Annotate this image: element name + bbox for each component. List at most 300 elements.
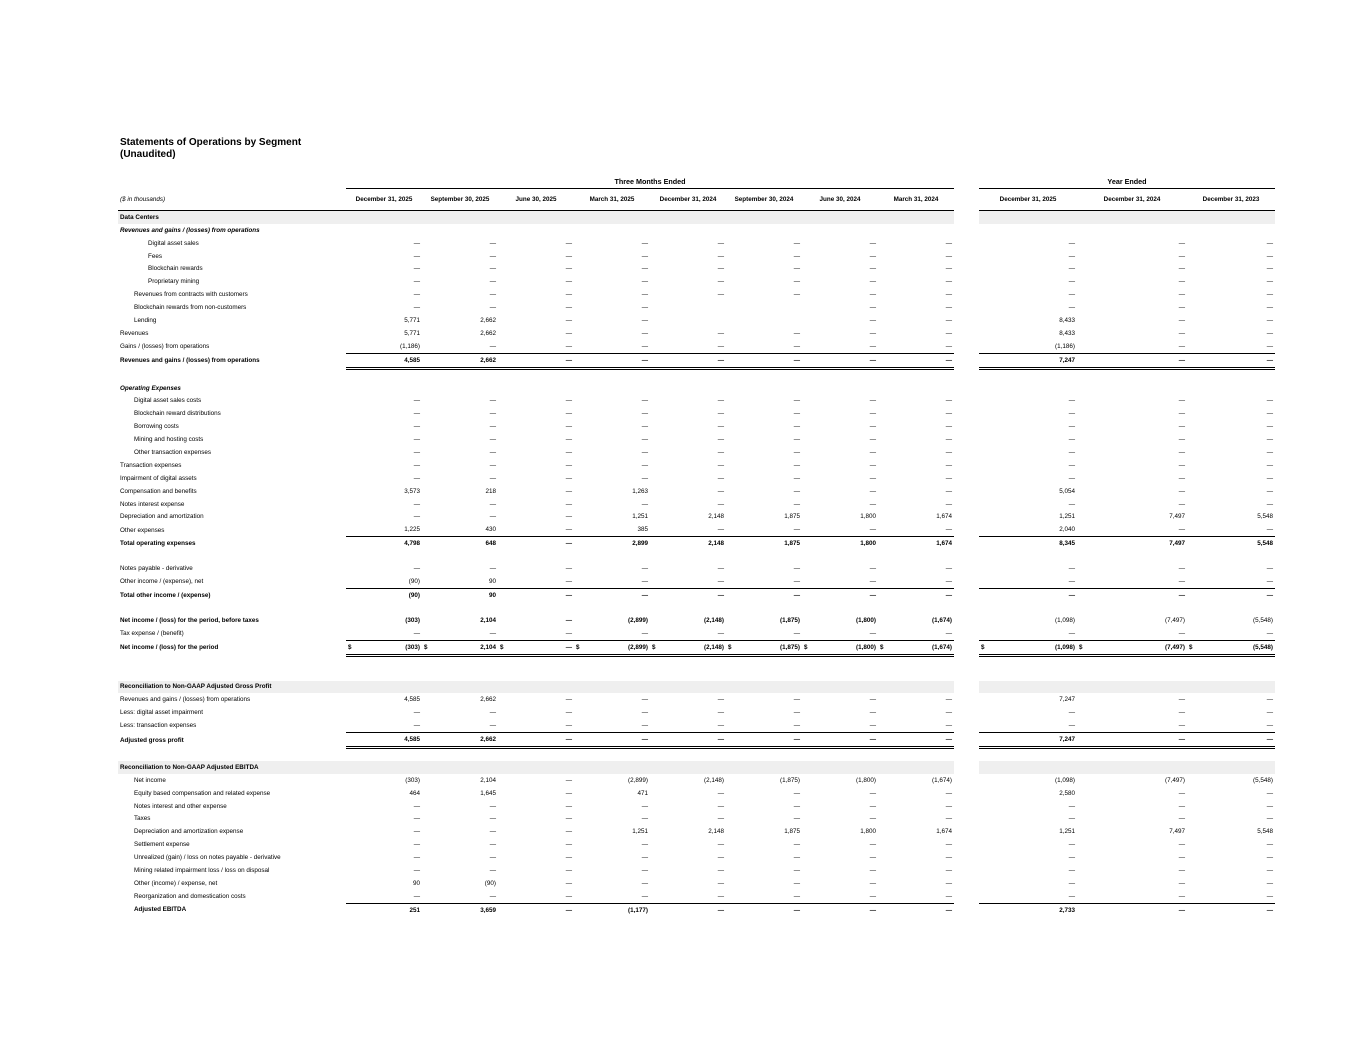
value-cell xyxy=(726,575,802,588)
value-text: — xyxy=(945,709,952,717)
value-cell xyxy=(422,693,498,706)
row-label: Digital asset sales costs xyxy=(134,397,202,405)
value-text: (1,098) xyxy=(1055,616,1075,624)
value-cell xyxy=(346,446,422,459)
value-cell xyxy=(498,588,574,601)
value-text: 2,662 xyxy=(480,316,496,324)
value-text: — xyxy=(565,342,572,350)
value-text: — xyxy=(793,802,800,810)
value-text: — xyxy=(1178,436,1185,444)
value-text: 2,104 xyxy=(480,616,496,624)
value-cell xyxy=(498,523,574,536)
value-text: — xyxy=(793,239,800,247)
row-label: Net income / (loss) for the period xyxy=(120,644,219,652)
value-cell xyxy=(422,813,498,826)
segment-operations-table xyxy=(118,175,1275,917)
value-text: — xyxy=(869,461,876,469)
value-text: — xyxy=(1178,906,1185,914)
year-value-cell xyxy=(1187,774,1275,787)
value-text: — xyxy=(1068,629,1075,637)
value-text: 90 xyxy=(488,591,496,599)
value-text: — xyxy=(869,696,876,704)
value-cell xyxy=(346,733,422,748)
value-cell xyxy=(802,614,878,627)
year-value-cell xyxy=(1187,327,1275,340)
year-value-cell xyxy=(1187,407,1275,420)
value-text: — xyxy=(717,239,724,247)
value-text: — xyxy=(945,841,952,849)
value-cell xyxy=(802,719,878,732)
value-cell xyxy=(878,825,954,838)
value-text: — xyxy=(717,252,724,260)
year-value-cell xyxy=(1187,340,1275,353)
value-text: (7,497) xyxy=(1165,776,1185,784)
year-value-cell xyxy=(979,774,1077,787)
value-text: — xyxy=(1266,629,1273,637)
row-label: Net income xyxy=(134,776,166,784)
row-label: Fees xyxy=(148,252,162,260)
year-value-cell xyxy=(1187,706,1275,719)
value-cell xyxy=(346,275,422,288)
currency-symbol: $ xyxy=(1189,643,1193,651)
value-text: — xyxy=(489,291,496,299)
year-value-cell xyxy=(1077,562,1187,575)
value-cell xyxy=(574,800,650,813)
currency-symbol: $ xyxy=(348,643,352,651)
value-text: — xyxy=(1178,591,1185,599)
value-text: — xyxy=(717,736,724,743)
value-cell xyxy=(346,288,422,301)
value-text: 7,247 xyxy=(1059,736,1075,743)
value-text: — xyxy=(1178,841,1185,849)
value-text: — xyxy=(1068,410,1075,418)
value-text: — xyxy=(945,867,952,875)
line-item-row xyxy=(118,288,1275,301)
value-cell xyxy=(498,433,574,446)
value-cell xyxy=(802,851,878,864)
value-cell xyxy=(878,575,954,588)
value-text: — xyxy=(945,316,952,324)
value-text: — xyxy=(489,474,496,482)
value-text: — xyxy=(1068,879,1075,887)
value-cell xyxy=(574,353,650,368)
year-value-cell xyxy=(1077,275,1187,288)
value-text: — xyxy=(1178,304,1185,312)
value-cell xyxy=(574,537,650,550)
value-text: — xyxy=(717,906,724,914)
value-text: — xyxy=(641,629,648,637)
value-text: — xyxy=(641,265,648,273)
year-value-cell xyxy=(1187,459,1275,472)
value-text: 8,433 xyxy=(1059,316,1075,324)
value-cell xyxy=(650,800,726,813)
value-text: — xyxy=(565,722,572,730)
subsection-header-row xyxy=(118,382,1275,395)
value-text: — xyxy=(565,265,572,273)
value-cell xyxy=(802,706,878,719)
year-value-cell xyxy=(1077,800,1187,813)
value-text: — xyxy=(1266,565,1273,573)
value-text: — xyxy=(1178,252,1185,260)
value-cell xyxy=(498,562,574,575)
value-text: 7,247 xyxy=(1059,356,1075,364)
col-header-q5: December 31, 2024 xyxy=(650,188,726,210)
value-text: — xyxy=(565,397,572,405)
value-text: — xyxy=(1068,436,1075,444)
value-text: 1,251 xyxy=(632,513,648,521)
value-text: — xyxy=(565,565,572,573)
column-group-row xyxy=(118,175,1275,188)
value-text: — xyxy=(793,342,800,350)
value-cell xyxy=(422,353,498,368)
value-text: — xyxy=(1068,892,1075,900)
value-cell xyxy=(726,640,802,655)
year-value-cell xyxy=(979,498,1077,511)
value-text: 1,875 xyxy=(784,513,800,521)
value-cell xyxy=(802,485,878,498)
value-cell xyxy=(346,314,422,327)
value-text: — xyxy=(1178,291,1185,299)
value-text: — xyxy=(869,397,876,405)
value-cell xyxy=(498,420,574,433)
value-cell xyxy=(802,407,878,420)
value-text: — xyxy=(793,291,800,299)
value-text: — xyxy=(869,356,876,364)
value-cell xyxy=(574,446,650,459)
value-cell xyxy=(802,510,878,523)
value-cell xyxy=(574,774,650,787)
value-text: — xyxy=(717,500,724,508)
value-cell xyxy=(802,693,878,706)
value-text: 1,800 xyxy=(860,513,876,521)
value-cell xyxy=(726,903,802,916)
row-label: Equity based compensation and related expense xyxy=(134,789,271,797)
value-cell xyxy=(346,774,422,787)
value-cell xyxy=(726,523,802,536)
value-cell xyxy=(878,774,954,787)
value-text: — xyxy=(565,316,572,324)
value-text: — xyxy=(793,526,800,534)
value-text: — xyxy=(565,448,572,456)
currency-symbol: $ xyxy=(1079,643,1083,651)
year-value-cell xyxy=(1187,472,1275,485)
value-cell xyxy=(726,774,802,787)
value-text: — xyxy=(945,291,952,299)
currency-symbol: $ xyxy=(424,643,428,651)
year-value-cell xyxy=(979,825,1077,838)
year-value-cell xyxy=(1077,588,1187,601)
row-label: Tax expense / (benefit) xyxy=(120,629,184,637)
value-text: — xyxy=(945,892,952,900)
value-text: — xyxy=(1178,342,1185,350)
section-header-row xyxy=(118,210,1275,223)
value-text: — xyxy=(489,423,496,431)
year-value-cell xyxy=(1187,237,1275,250)
value-cell xyxy=(346,627,422,640)
value-text: 2,662 xyxy=(480,736,496,743)
value-text: — xyxy=(413,291,420,299)
value-cell xyxy=(574,250,650,263)
row-label: Revenues xyxy=(120,329,149,337)
value-cell xyxy=(422,774,498,787)
value-text: — xyxy=(413,709,420,717)
value-text: 5,771 xyxy=(404,316,420,324)
value-text: — xyxy=(489,278,496,286)
three-months-ended-header: Three Months Ended xyxy=(346,175,954,188)
value-text: — xyxy=(641,722,648,730)
value-text: 5,771 xyxy=(404,329,420,337)
value-text: — xyxy=(1266,487,1273,495)
line-item-row xyxy=(118,523,1275,536)
value-text: — xyxy=(641,709,648,717)
year-value-cell xyxy=(1077,774,1187,787)
value-cell xyxy=(574,510,650,523)
value-text: — xyxy=(1266,802,1273,810)
value-text: — xyxy=(869,906,876,914)
value-text: — xyxy=(945,239,952,247)
value-cell xyxy=(802,353,878,368)
value-text: — xyxy=(869,577,876,585)
value-text: — xyxy=(1178,879,1185,887)
value-cell xyxy=(802,446,878,459)
value-text: — xyxy=(413,239,420,247)
value-cell xyxy=(650,510,726,523)
value-cell xyxy=(422,851,498,864)
row-label: Other expenses xyxy=(120,526,165,534)
total-row xyxy=(118,588,1275,601)
value-cell xyxy=(878,693,954,706)
value-text: — xyxy=(717,265,724,273)
value-text: — xyxy=(1266,736,1273,743)
value-text: — xyxy=(641,329,648,337)
value-text: — xyxy=(641,591,648,599)
value-cell xyxy=(346,459,422,472)
value-text: — xyxy=(641,410,648,418)
value-text: — xyxy=(717,410,724,418)
value-text: — xyxy=(717,342,724,350)
value-text: — xyxy=(717,487,724,495)
value-cell xyxy=(726,787,802,800)
value-text: — xyxy=(413,854,420,862)
row-label: Blockchain reward distributions xyxy=(134,410,221,418)
currency-symbol: $ xyxy=(500,643,504,651)
year-value-cell xyxy=(979,877,1077,890)
value-text: — xyxy=(945,487,952,495)
line-item-row xyxy=(118,237,1275,250)
value-text: — xyxy=(1068,722,1075,730)
value-cell xyxy=(574,825,650,838)
value-cell xyxy=(802,733,878,748)
value-text: — xyxy=(793,252,800,260)
value-text: — xyxy=(1178,397,1185,405)
year-value-cell xyxy=(979,327,1077,340)
value-text: — xyxy=(1266,239,1273,247)
value-text: — xyxy=(717,474,724,482)
value-text: — xyxy=(1068,577,1075,585)
value-text: (2,899) xyxy=(628,643,648,651)
value-cell xyxy=(650,575,726,588)
value-cell xyxy=(498,825,574,838)
value-cell xyxy=(802,903,878,916)
total-row xyxy=(118,537,1275,550)
value-text: — xyxy=(793,397,800,405)
value-cell xyxy=(498,733,574,748)
value-text: 471 xyxy=(637,789,648,797)
year-value-cell xyxy=(1187,262,1275,275)
value-text: — xyxy=(945,474,952,482)
value-text: — xyxy=(1178,892,1185,900)
value-cell xyxy=(650,903,726,916)
value-cell xyxy=(422,800,498,813)
value-cell xyxy=(878,420,954,433)
value-cell xyxy=(802,340,878,353)
value-text: — xyxy=(869,304,876,312)
value-cell xyxy=(878,250,954,263)
value-text: — xyxy=(565,474,572,482)
value-cell xyxy=(498,640,574,655)
value-cell xyxy=(878,877,954,890)
value-text: — xyxy=(793,591,800,599)
value-cell xyxy=(574,459,650,472)
value-cell xyxy=(726,237,802,250)
value-text: — xyxy=(413,278,420,286)
year-value-cell xyxy=(1077,237,1187,250)
value-cell xyxy=(650,394,726,407)
value-text: — xyxy=(1178,565,1185,573)
value-text: — xyxy=(1178,500,1185,508)
value-cell xyxy=(346,472,422,485)
value-text: — xyxy=(945,423,952,431)
value-text: (1,875) xyxy=(780,776,800,784)
value-cell xyxy=(650,301,726,314)
value-text: — xyxy=(793,629,800,637)
value-text: — xyxy=(717,854,724,862)
value-text: — xyxy=(1178,474,1185,482)
year-value-cell xyxy=(1187,288,1275,301)
value-text: — xyxy=(1266,278,1273,286)
spacer-row xyxy=(118,368,1275,382)
value-cell xyxy=(498,498,574,511)
value-text: — xyxy=(489,841,496,849)
value-text: — xyxy=(489,802,496,810)
section-header-row xyxy=(118,761,1275,774)
value-cell xyxy=(498,575,574,588)
year-value-cell xyxy=(979,353,1077,368)
value-text: — xyxy=(1266,709,1273,717)
value-text: 4,585 xyxy=(404,696,420,704)
value-text: — xyxy=(1068,239,1075,247)
col-header-y3: December 31, 2023 xyxy=(1187,188,1275,210)
value-text: — xyxy=(489,265,496,273)
value-text: — xyxy=(565,789,572,797)
value-cell xyxy=(878,787,954,800)
value-cell xyxy=(878,813,954,826)
value-cell xyxy=(726,877,802,890)
segment-statement-sheet xyxy=(118,175,1275,917)
value-text: — xyxy=(1266,329,1273,337)
value-cell xyxy=(650,851,726,864)
year-value-cell xyxy=(979,523,1077,536)
value-text: — xyxy=(1266,789,1273,797)
row-label: Net income / (loss) for the period, before taxes xyxy=(120,616,259,624)
value-cell xyxy=(878,485,954,498)
value-text: — xyxy=(565,616,572,624)
year-value-cell xyxy=(1077,485,1187,498)
col-header-q6: September 30, 2024 xyxy=(726,188,802,210)
value-text: 4,585 xyxy=(404,736,420,743)
value-text: — xyxy=(717,448,724,456)
value-text: — xyxy=(565,410,572,418)
value-text: 1,263 xyxy=(632,487,648,495)
row-label: Blockchain rewards from non-customers xyxy=(134,304,247,312)
year-value-cell xyxy=(979,693,1077,706)
year-value-cell xyxy=(1077,353,1187,368)
value-text: — xyxy=(1266,879,1273,887)
line-item-row xyxy=(118,719,1275,732)
value-text: — xyxy=(1178,854,1185,862)
value-cell xyxy=(498,627,574,640)
value-cell xyxy=(498,275,574,288)
value-text: — xyxy=(413,448,420,456)
value-cell xyxy=(574,787,650,800)
value-text: — xyxy=(641,474,648,482)
value-cell xyxy=(422,706,498,719)
value-cell xyxy=(574,275,650,288)
value-text: — xyxy=(793,436,800,444)
value-cell xyxy=(802,237,878,250)
statement-title: Statements of Operations by Segment xyxy=(120,137,302,148)
value-text: — xyxy=(717,526,724,534)
currency-symbol: $ xyxy=(576,643,580,651)
year-value-cell xyxy=(979,851,1077,864)
value-text: — xyxy=(717,867,724,875)
value-text: — xyxy=(641,278,648,286)
value-cell xyxy=(802,250,878,263)
year-value-cell xyxy=(979,420,1077,433)
value-cell xyxy=(574,485,650,498)
year-value-cell xyxy=(1187,537,1275,550)
value-cell xyxy=(878,353,954,368)
value-text: — xyxy=(1266,291,1273,299)
value-cell xyxy=(878,627,954,640)
value-cell xyxy=(422,890,498,903)
value-text: — xyxy=(1178,577,1185,585)
year-value-cell xyxy=(1187,301,1275,314)
value-cell xyxy=(574,706,650,719)
value-cell xyxy=(802,575,878,588)
statement-title-block xyxy=(120,137,301,161)
value-text: — xyxy=(1266,436,1273,444)
value-cell xyxy=(422,262,498,275)
value-text: — xyxy=(1266,252,1273,260)
value-cell xyxy=(498,459,574,472)
value-text: — xyxy=(1178,867,1185,875)
value-cell xyxy=(878,340,954,353)
year-value-cell xyxy=(1077,825,1187,838)
value-text: — xyxy=(1178,487,1185,495)
value-cell xyxy=(802,394,878,407)
value-text: (90) xyxy=(484,879,496,887)
value-cell xyxy=(650,693,726,706)
value-cell xyxy=(878,537,954,550)
line-item-row xyxy=(118,877,1275,890)
value-text: — xyxy=(717,577,724,585)
value-text: 5,548 xyxy=(1257,513,1273,521)
col-header-y2: December 31, 2024 xyxy=(1077,188,1187,210)
value-text: — xyxy=(1068,841,1075,849)
value-text: — xyxy=(1178,448,1185,456)
year-value-cell xyxy=(979,627,1077,640)
